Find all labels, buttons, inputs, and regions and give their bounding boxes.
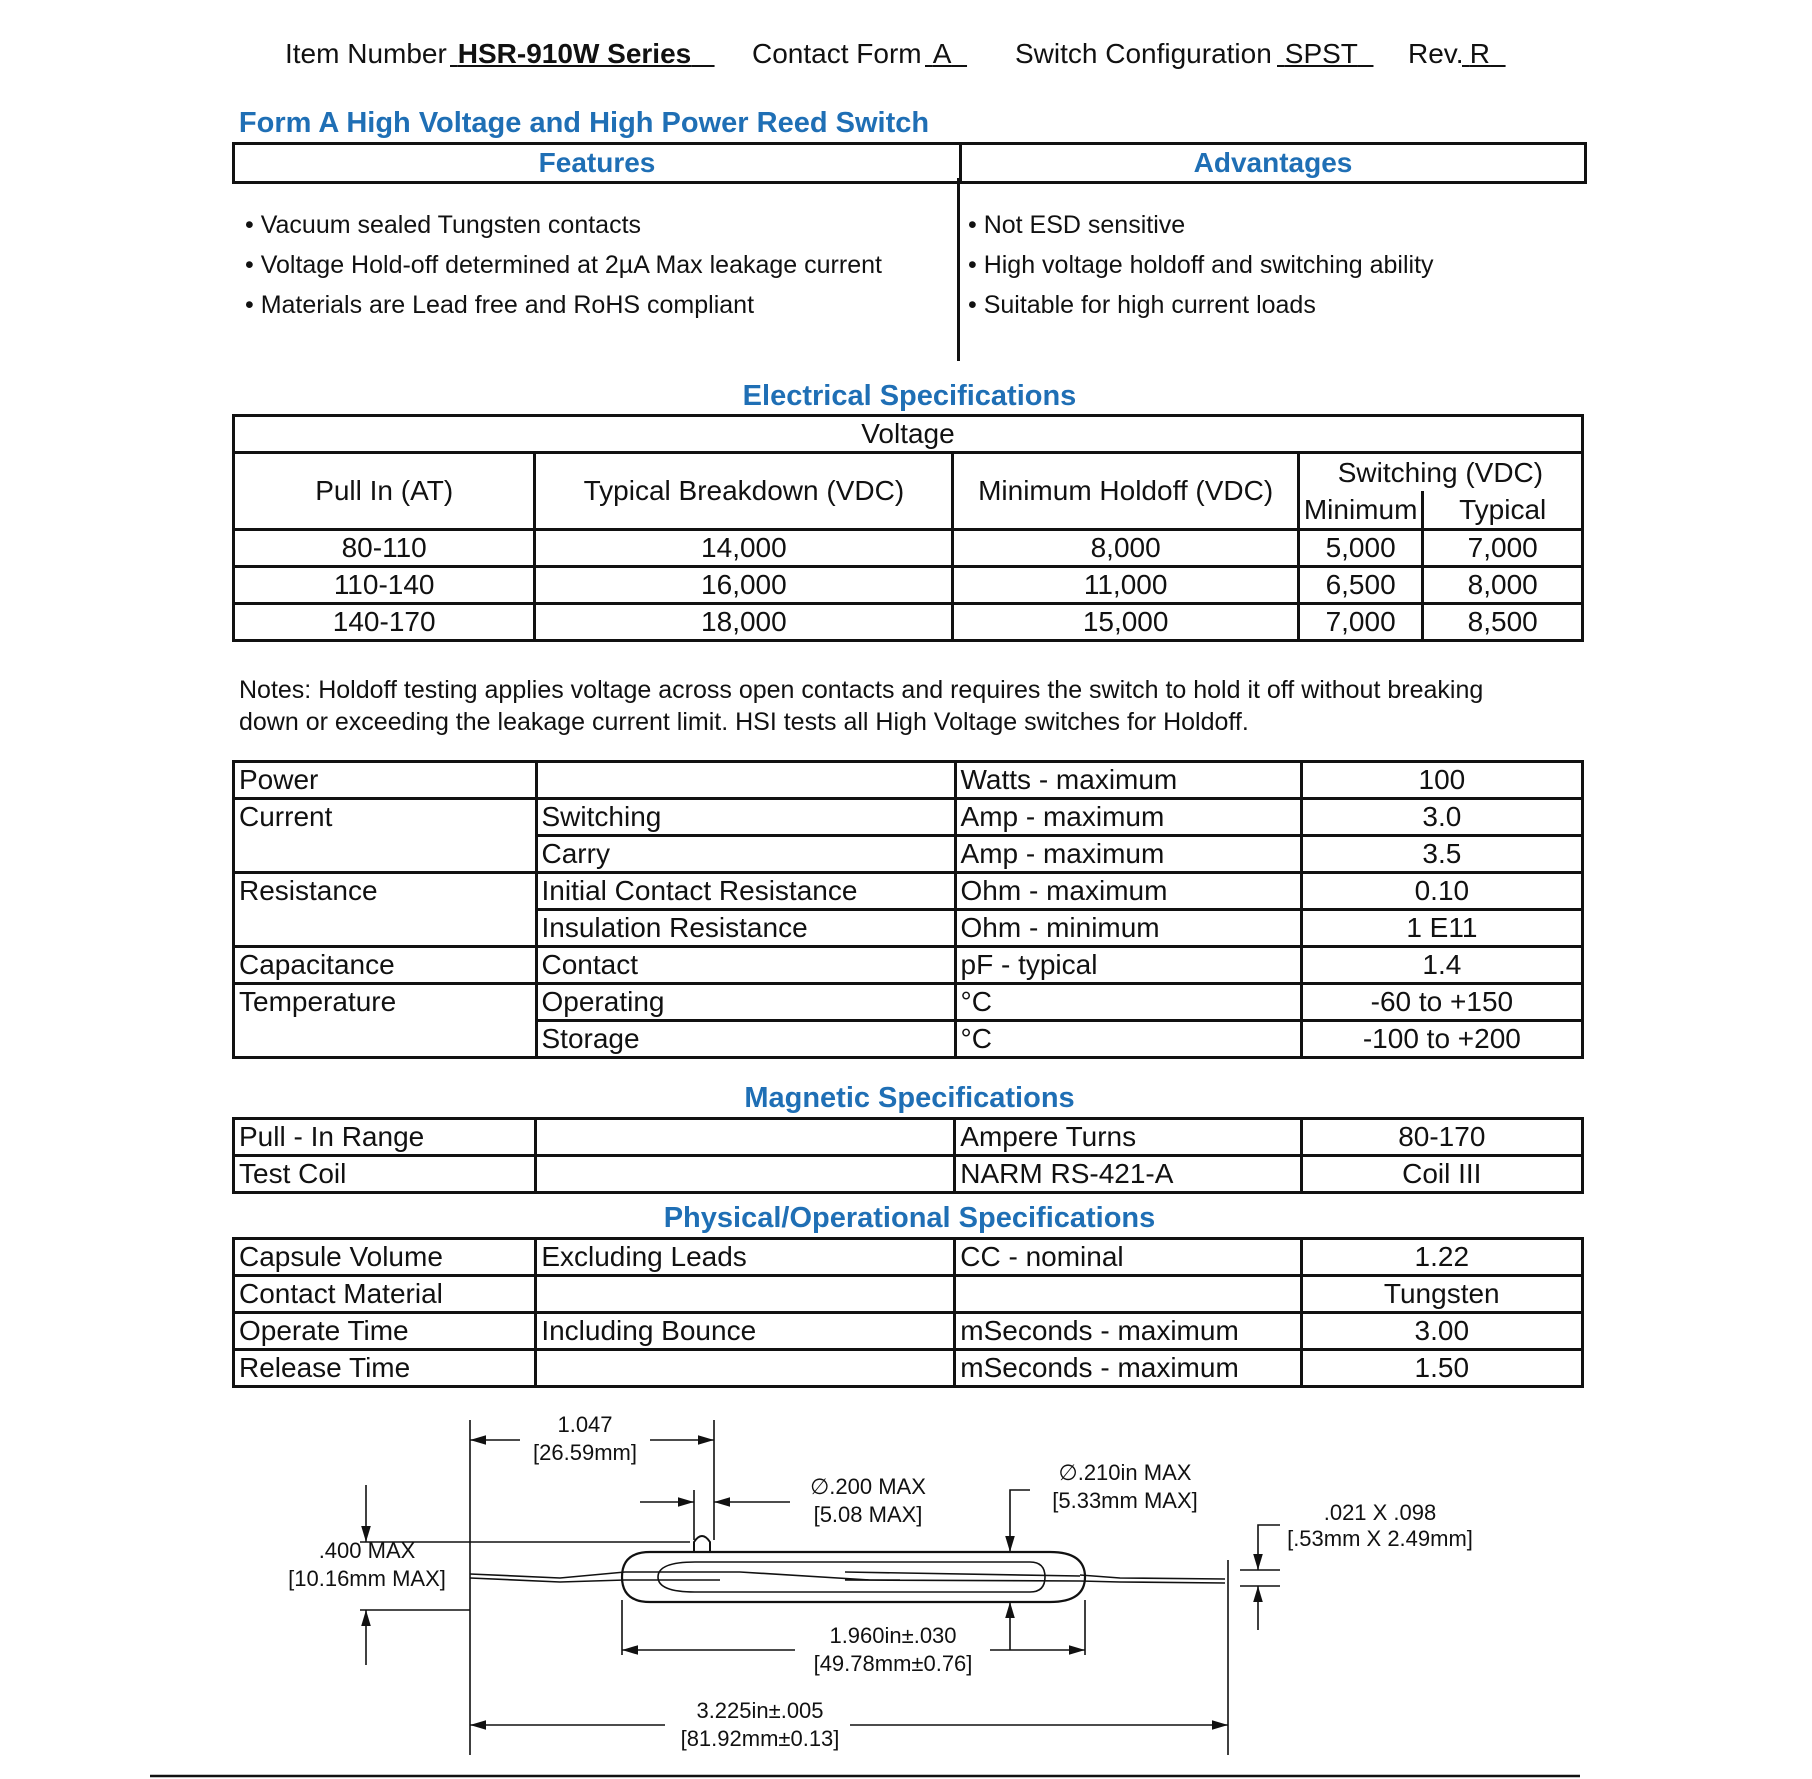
item-number-label: Item Number <box>285 38 447 69</box>
table-row: Power Watts - maximum 100 <box>234 762 1583 799</box>
dim-1960-in: 1.960in±.030 <box>829 1623 957 1648</box>
dim-200-mm: [5.08 MAX] <box>813 1502 923 1527</box>
electrical-title: Electrical Specifications <box>742 380 1077 412</box>
contact-form-value: A <box>932 38 952 69</box>
right-lead <box>1080 1575 1225 1583</box>
dim-3225-mm: [81.92mm±0.13] <box>680 1726 840 1751</box>
features-list <box>245 205 882 325</box>
table-row: Temperature Operating °C -60 to +150 <box>234 984 1583 1021</box>
physical-title: Physical/Operational Specifications <box>663 1202 1156 1234</box>
left-lead <box>470 1572 640 1578</box>
glass-capsule <box>622 1552 1085 1602</box>
col-typical: Typical <box>1423 491 1583 530</box>
item-number-value: HSR-910W Series <box>457 38 692 69</box>
contact-form-label: Contact Form <box>752 38 922 69</box>
table-row: Pull - In Range Ampere Turns 80-170 <box>234 1119 1583 1156</box>
dim-1047-mm: [26.59mm] <box>533 1440 637 1465</box>
physical-table <box>232 1237 1584 1388</box>
table-row: Carry Amp - maximum 3.5 <box>234 836 1583 873</box>
list-item: • High voltage holdoff and switching ability <box>968 251 1434 279</box>
table-row: Release Time mSeconds - maximum 1.50 <box>234 1350 1583 1387</box>
table-row: 80-110 14,000 8,000 5,000 7,000 <box>234 530 1583 567</box>
dim-021-mm: [.53mm X 2.49mm] <box>1287 1526 1473 1551</box>
rev-label: Rev. <box>1408 38 1464 69</box>
dim-021-in: .021 X .098 <box>1323 1500 1437 1525</box>
col-holdoff: Minimum Holdoff (VDC) <box>953 453 1298 530</box>
rev-value: R <box>1469 38 1491 69</box>
magnetic-title: Magnetic Specifications <box>744 1082 1075 1114</box>
ratings-table <box>232 760 1584 1059</box>
table-row: Storage °C -100 to +200 <box>234 1021 1583 1058</box>
col-switching: Switching (VDC) <box>1298 453 1582 492</box>
list-item: • Materials are Lead free and RoHS compliant <box>245 291 755 319</box>
table-row: Contact Material Tungsten <box>234 1276 1583 1313</box>
table-row: Capsule Volume Excluding Leads CC - nominal 1.22 <box>234 1239 1583 1276</box>
advantages-heading: Advantages <box>1193 147 1353 178</box>
dim-210-in: ∅.210in MAX <box>1058 1460 1192 1485</box>
dim-1047-in: 1.047 <box>557 1412 613 1437</box>
dim-3225-in: 3.225in±.005 <box>696 1698 824 1723</box>
list-item: • Vacuum sealed Tungsten contacts <box>245 211 642 239</box>
table-row: Current Switching Amp - maximum 3.0 <box>234 799 1583 836</box>
list-item: • Voltage Hold-off determined at 2µA Max leakage current <box>245 251 882 279</box>
voltage-header: Voltage <box>234 416 1583 453</box>
advantages-list <box>968 205 1434 325</box>
table-row: Test Coil NARM RS-421-A Coil III <box>234 1156 1583 1193</box>
col-pull-in: Pull In (AT) <box>234 453 535 530</box>
list-item: • Not ESD sensitive <box>968 211 1186 239</box>
reed-blades <box>640 1572 1080 1581</box>
table-row: 140-170 18,000 15,000 7,000 8,500 <box>234 604 1583 641</box>
magnetic-table <box>232 1117 1584 1194</box>
list-item: • Suitable for high current loads <box>968 291 1316 319</box>
switch-config-label: Switch Configuration <box>1015 38 1272 69</box>
reed-switch-drawing <box>0 1400 1812 1779</box>
table-row: Resistance Initial Contact Resistance Ohm - maximum 0.10 <box>234 873 1583 910</box>
dim-400-in: .400 MAX <box>318 1538 416 1563</box>
switch-config-value: SPST <box>1284 38 1358 69</box>
features-advantages-header <box>232 142 1587 184</box>
main-title: Form A High Voltage and High Power Reed Switch <box>238 107 930 139</box>
dim-1960-mm: [49.78mm±0.76] <box>813 1651 973 1676</box>
electrical-table <box>232 414 1584 642</box>
features-heading: Features <box>538 147 656 178</box>
notes: Notes: Holdoff testing applies voltage across open contacts and requires the switch to hold it off without breaking down or exceeding the leakage current limit. HSI tests all High Voltage switches for Holdoff. <box>239 676 1484 736</box>
table-row: Insulation Resistance Ohm - minimum 1 E11 <box>234 910 1583 947</box>
dim-400-mm: [10.16mm MAX] <box>288 1566 446 1591</box>
dim-200-in: ∅.200 MAX <box>810 1474 926 1499</box>
table-row: 110-140 16,000 11,000 6,500 8,000 <box>234 567 1583 604</box>
col-breakdown: Typical Breakdown (VDC) <box>535 453 953 530</box>
column-divider <box>957 178 960 361</box>
col-minimum: Minimum <box>1298 491 1423 530</box>
exhaust-tip <box>694 1536 710 1552</box>
table-row: Capacitance Contact pF - typical 1.4 <box>234 947 1583 984</box>
dim-210-mm: [5.33mm MAX] <box>1052 1488 1198 1513</box>
table-row: Operate Time Including Bounce mSeconds - maximum 3.00 <box>234 1313 1583 1350</box>
